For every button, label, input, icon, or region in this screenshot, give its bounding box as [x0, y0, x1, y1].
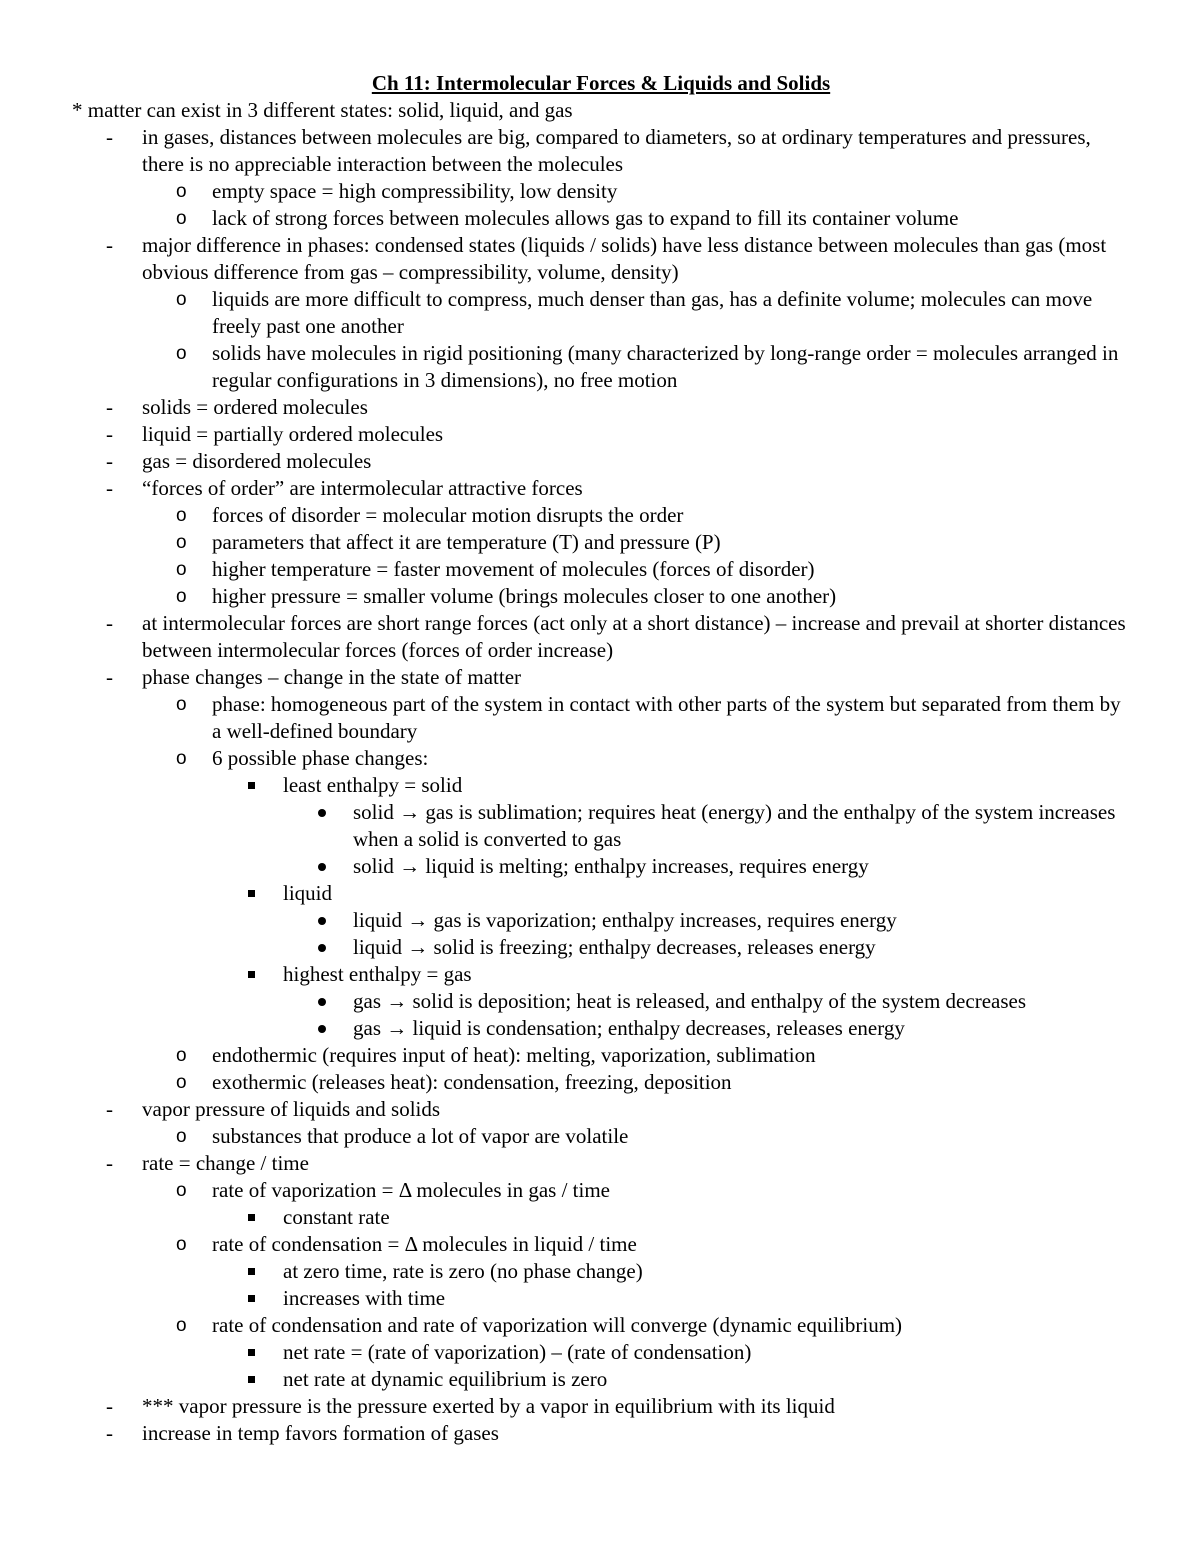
note-item-level-3 — [72, 961, 1130, 988]
note-item-level-1 — [72, 1096, 1130, 1123]
note-text: net rate = (rate of vaporization) – (rate of condensation) — [283, 1340, 752, 1364]
note-item-level-2 — [72, 583, 1130, 610]
square-bullet-icon — [248, 1214, 255, 1221]
note-text: 6 possible phase changes: — [212, 746, 429, 770]
disc-bullet-icon — [318, 944, 326, 952]
note-text: forces of disorder = molecular motion disrupts the order — [212, 503, 684, 527]
note-item-level-3 — [72, 772, 1130, 799]
note-text: *** vapor pressure is the pressure exerted by a vapor in equilibrium with its liquid — [142, 1394, 835, 1418]
note-item-level-2 — [72, 178, 1130, 205]
circle-bullet: o — [176, 532, 187, 553]
circle-bullet: o — [176, 505, 187, 526]
note-text: higher pressure = smaller volume (brings molecules closer to one another) — [212, 584, 837, 608]
dash-bullet: - — [106, 1097, 113, 1121]
note-text: in gases, distances between molecules are big, compared to diameters, so at ordinary temperatures and pressures, there is no appreciable interaction between the molecules — [142, 125, 1091, 176]
disc-bullet-icon — [318, 863, 326, 871]
dash-bullet: - — [106, 125, 113, 149]
note-text: phase: homogeneous part of the system in contact with other parts of the system but separated from them by a well-defined boundary — [212, 692, 1121, 743]
disc-bullet-icon — [318, 998, 326, 1006]
note-item-level-2 — [72, 1231, 1130, 1258]
note-text: endothermic (requires input of heat): melting, vaporization, sublimation — [212, 1043, 816, 1067]
square-bullet-icon — [248, 971, 255, 978]
note-item-level-2 — [72, 340, 1130, 394]
note-text: constant rate — [283, 1205, 390, 1229]
note-item-level-1 — [72, 610, 1130, 664]
disc-bullet-icon — [318, 809, 326, 817]
circle-bullet: o — [176, 1315, 187, 1336]
circle-bullet: o — [176, 181, 187, 202]
disc-bullet-icon — [318, 917, 326, 925]
note-item-level-4 — [72, 799, 1130, 853]
note-item-level-2 — [72, 1123, 1130, 1150]
square-bullet-icon — [248, 1376, 255, 1383]
note-text: rate of condensation = Δ molecules in liquid / time — [212, 1232, 637, 1256]
note-text: gas → solid is deposition; heat is released, and enthalpy of the system decreases — [353, 989, 1026, 1013]
note-item-level-2 — [72, 205, 1130, 232]
circle-bullet: o — [176, 289, 187, 310]
square-bullet-icon — [248, 890, 255, 897]
note-item-level-2 — [72, 1177, 1130, 1204]
dash-bullet: - — [106, 449, 113, 473]
square-bullet-icon — [248, 1295, 255, 1302]
note-item-level-4 — [72, 853, 1130, 880]
note-text: liquids are more difficult to compress, much denser than gas, has a definite volume; molecules can move freely past one another — [212, 287, 1093, 338]
page-title: Ch 11: Intermolecular Forces & Liquids and Solids — [371, 71, 831, 95]
note-item-level-2 — [72, 556, 1130, 583]
dash-bullet: - — [106, 1421, 113, 1445]
note-item-level-4 — [72, 1015, 1130, 1042]
note-text: net rate at dynamic equilibrium is zero — [283, 1367, 608, 1391]
note-item-level-2 — [72, 1312, 1130, 1339]
note-item-level-4 — [72, 988, 1130, 1015]
dash-bullet: - — [106, 665, 113, 689]
circle-bullet: o — [176, 1045, 187, 1066]
note-text: empty space = high compressibility, low density — [212, 179, 618, 203]
note-item-level-3 — [72, 1339, 1130, 1366]
note-item-level-4 — [72, 934, 1130, 961]
note-text: rate of condensation and rate of vaporization will converge (dynamic equilibrium) — [212, 1313, 903, 1337]
note-text: liquid — [283, 881, 333, 905]
dash-bullet: - — [106, 476, 113, 500]
square-bullet-icon — [248, 1349, 255, 1356]
note-item-level-3 — [72, 1285, 1130, 1312]
note-text: increase in temp favors formation of gases — [142, 1421, 499, 1445]
note-text: highest enthalpy = gas — [283, 962, 472, 986]
dash-bullet: - — [106, 395, 113, 419]
circle-bullet: o — [176, 343, 187, 364]
circle-bullet: o — [176, 208, 187, 229]
note-text: phase changes – change in the state of matter — [142, 665, 522, 689]
dash-bullet: - — [106, 233, 113, 257]
note-text: liquid = partially ordered molecules — [142, 422, 444, 446]
circle-bullet: o — [176, 1234, 187, 1255]
circle-bullet: o — [176, 694, 187, 715]
note-text: increases with time — [283, 1286, 446, 1310]
note-item-level-2 — [72, 1069, 1130, 1096]
note-text: substances that produce a lot of vapor are volatile — [212, 1124, 629, 1148]
circle-bullet: o — [176, 559, 187, 580]
note-item-level-1 — [72, 664, 1130, 691]
note-item-level-2 — [72, 286, 1130, 340]
note-text: parameters that affect it are temperature (T) and pressure (P) — [212, 530, 721, 554]
note-item-level-2 — [72, 691, 1130, 745]
note-text: solids have molecules in rigid positioning (many characterized by long-range order = molecules arranged in regular configurations in 3 dimensions), no free motion — [212, 341, 1119, 392]
note-text: liquid → solid is freezing; enthalpy decreases, releases energy — [353, 935, 876, 959]
dash-bullet: - — [106, 1151, 113, 1175]
note-item-level-2 — [72, 745, 1130, 772]
note-text: gas → liquid is condensation; enthalpy decreases, releases energy — [353, 1016, 905, 1040]
note-item-level-1 — [72, 475, 1130, 502]
note-text: gas = disordered molecules — [142, 449, 372, 473]
dash-bullet: - — [106, 611, 113, 635]
circle-bullet: o — [176, 1180, 187, 1201]
note-item-level-1 — [72, 232, 1130, 286]
square-bullet-icon — [248, 1268, 255, 1275]
note-item-level-1 — [72, 394, 1130, 421]
note-item-level-2 — [72, 1042, 1130, 1069]
note-text: liquid → gas is vaporization; enthalpy increases, requires energy — [353, 908, 897, 932]
note-text: at zero time, rate is zero (no phase change) — [283, 1259, 643, 1283]
note-text: vapor pressure of liquids and solids — [142, 1097, 441, 1121]
notes-list — [72, 124, 1130, 1447]
note-text: higher temperature = faster movement of molecules (forces of disorder) — [212, 557, 815, 581]
circle-bullet: o — [176, 1072, 187, 1093]
dash-bullet: - — [106, 1394, 113, 1418]
note-item-level-1 — [72, 448, 1130, 475]
note-item-level-1 — [72, 421, 1130, 448]
note-item-level-1 — [72, 1420, 1130, 1447]
note-item-level-2 — [72, 502, 1130, 529]
dash-bullet: - — [106, 422, 113, 446]
note-item-level-1 — [72, 1393, 1130, 1420]
circle-bullet: o — [176, 1126, 187, 1147]
note-item-level-3 — [72, 1366, 1130, 1393]
note-item-level-4 — [72, 907, 1130, 934]
note-item-level-3 — [72, 1204, 1130, 1231]
note-text: major difference in phases: condensed states (liquids / solids) have less distance between molecules than gas (most obvious difference from gas – compressibility, volume, density) — [142, 233, 1107, 284]
note-text: lack of strong forces between molecules allows gas to expand to fill its container volume — [212, 206, 959, 230]
note-text: least enthalpy = solid — [283, 773, 463, 797]
note-item-level-3 — [72, 880, 1130, 907]
note-text: exothermic (releases heat): condensation, freezing, deposition — [212, 1070, 732, 1094]
square-bullet-icon — [248, 782, 255, 789]
note-text: “forces of order” are intermolecular attractive forces — [142, 476, 583, 500]
note-text: at intermolecular forces are short range forces (act only at a short distance) – increase and prevail at shorter distances between intermolecular forces (forces of order increase) — [142, 611, 1126, 662]
note-text: solids = ordered molecules — [142, 395, 368, 419]
note-text: solid → gas is sublimation; requires heat (energy) and the enthalpy of the system increases when a solid is converted to gas — [353, 800, 1116, 851]
note-text: rate = change / time — [142, 1151, 309, 1175]
note-text: rate of vaporization = Δ molecules in gas / time — [212, 1178, 610, 1202]
circle-bullet: o — [176, 586, 187, 607]
note-item-level-3 — [72, 1258, 1130, 1285]
circle-bullet: o — [176, 748, 187, 769]
note-item-level-2 — [72, 529, 1130, 556]
intro-line: * matter can exist in 3 different states: solid, liquid, and gas — [72, 98, 573, 122]
note-text: solid → liquid is melting; enthalpy increases, requires energy — [353, 854, 869, 878]
disc-bullet-icon — [318, 1025, 326, 1033]
note-item-level-1 — [72, 1150, 1130, 1177]
note-item-level-1 — [72, 124, 1130, 178]
